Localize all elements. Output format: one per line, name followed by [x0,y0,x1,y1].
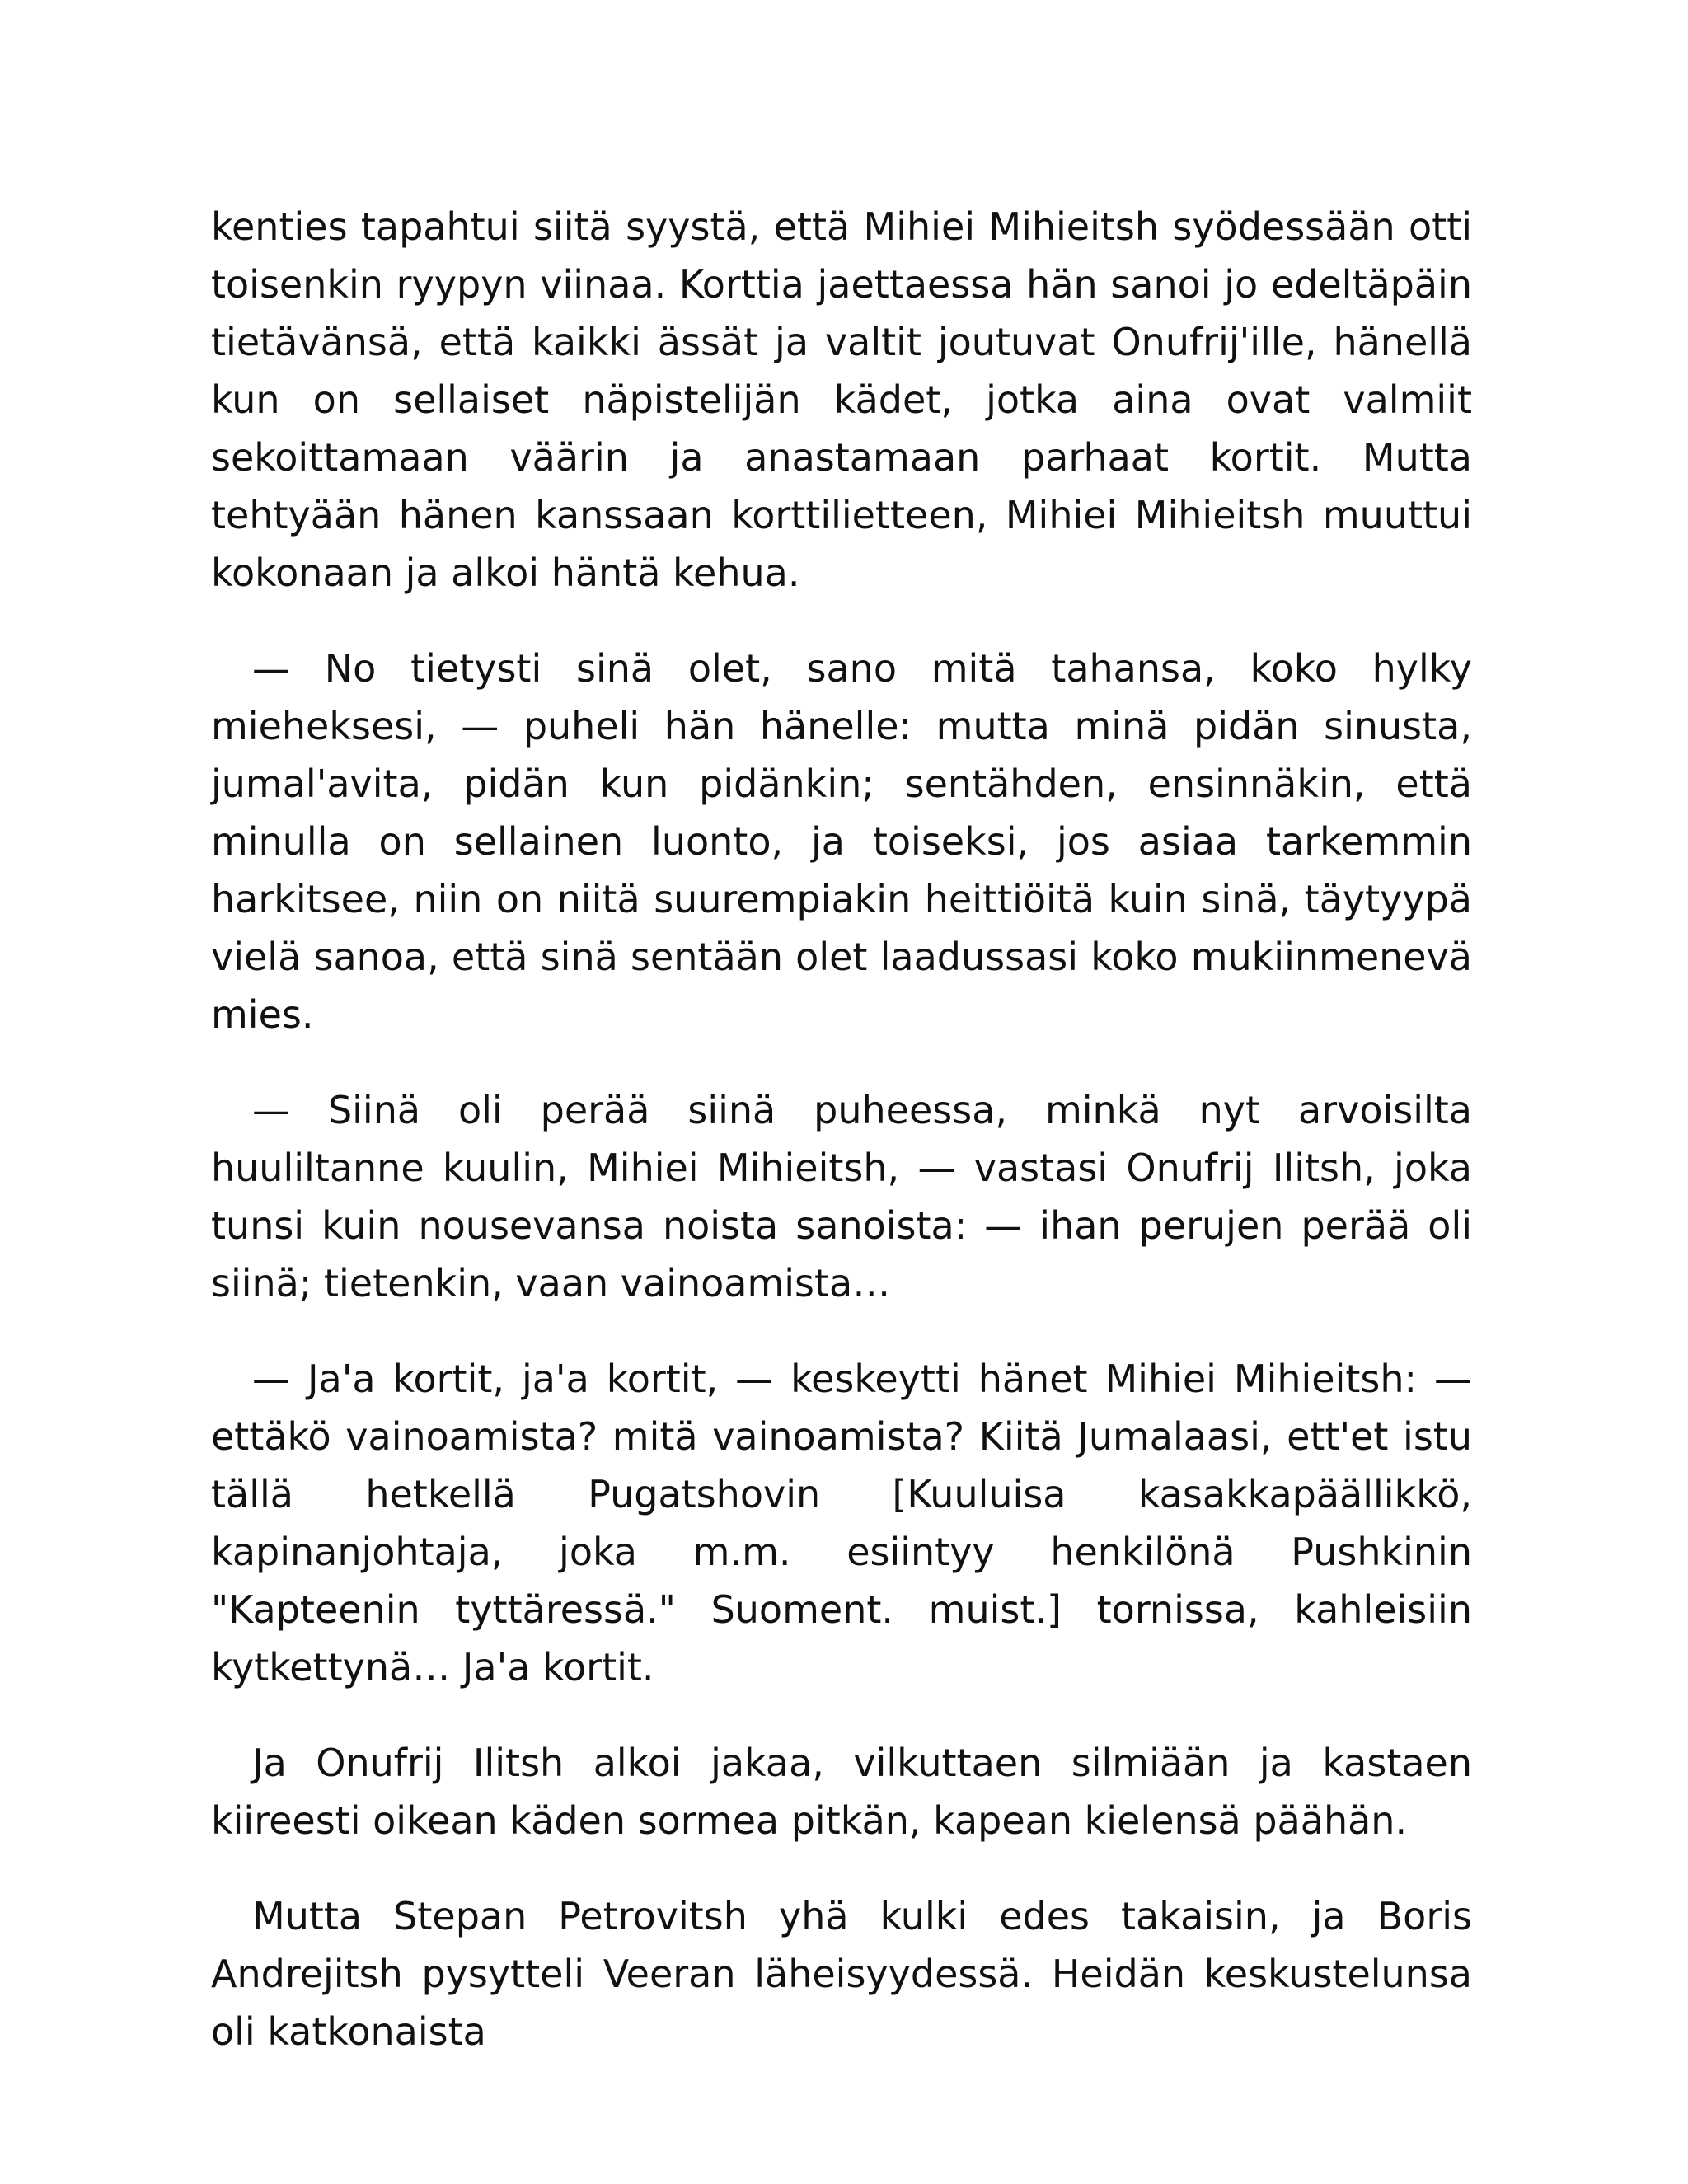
paragraph-6: Mutta Stepan Petrovitsh yhä kulki edes takaisin, ja Boris Andrejitsh pysytteli Veeran läheisyydessä. Heidän keskustelunsa oli katkonaista [211,1894,1472,2054]
paragraph-2: — No tietysti sinä olet, sano mitä tahansa, koko hylky mieheksesi, — puheli hän hänelle: mutta minä pidän sinusta, jumal'avita, pidän kun pidänkin; sentähden, ensinnäkin, että minulla on sellainen luonto, ja toiseksi, jos asiaa tarkemmin harkitsee, niin on niitä suurempiakin heittiöitä kuin sinä, täytyypä vielä sanoa, että sinä sentään olet laadussasi koko mukiinmenevä mies. [211,646,1472,1037]
paragraph-4: — Ja'a kortit, ja'a kortit, — keskeytti hänet Mihiei Mihieitsh: — ettäkö vainoamista? mitä vainoamista? Kiitä Jumalaasi, ett'et istu tällä hetkellä Pugatshovin [Kuuluisa kasakkapäällikkö, kapinanjohtaja, joka m.m. esiintyy henkilönä Pushkinin "Kapteenin tyttäressä." Suoment. muist.] tornissa, kahleisiin kytkettynä… Ja'a kortit. [211,1357,1472,1690]
paragraph-1: kenties tapahtui siitä syystä, että Mihiei Mihieitsh syödessään otti toisenkin ryypyn viinaa. Korttia jaettaessa hän sanoi jo edeltäpäin tietävänsä, että kaikki ässät ja valtit joutuvat Onufrij'ille, hänellä kun on sellaiset näpistelijän kädet, jotka aina ovat valmiit sekoittamaan väärin ja anastamaan parhaat kortit. Mutta tehtyään hänen kanssaan korttilietteen, Mihiei Mihieitsh muuttui kokonaan ja alkoi häntä kehua. [211,204,1472,595]
paragraph-3: — Siinä oli perää siinä puheessa, minkä nyt arvoisilta huuliltanne kuulin, Mihiei Mihieitsh, — vastasi Onufrij Ilitsh, joka tunsi kuin nousevansa noista sanoista: — ihan perujen perää oli siinä; tietenkin, vaan vainoamista… [211,1088,1472,1305]
paragraph-5: Ja Onufrij Ilitsh alkoi jakaa, vilkuttaen silmiään ja kastaen kiireesti oikean käden sormea pitkän, kapean kielensä päähän. [211,1741,1472,1843]
text-column [211,198,1472,2098]
